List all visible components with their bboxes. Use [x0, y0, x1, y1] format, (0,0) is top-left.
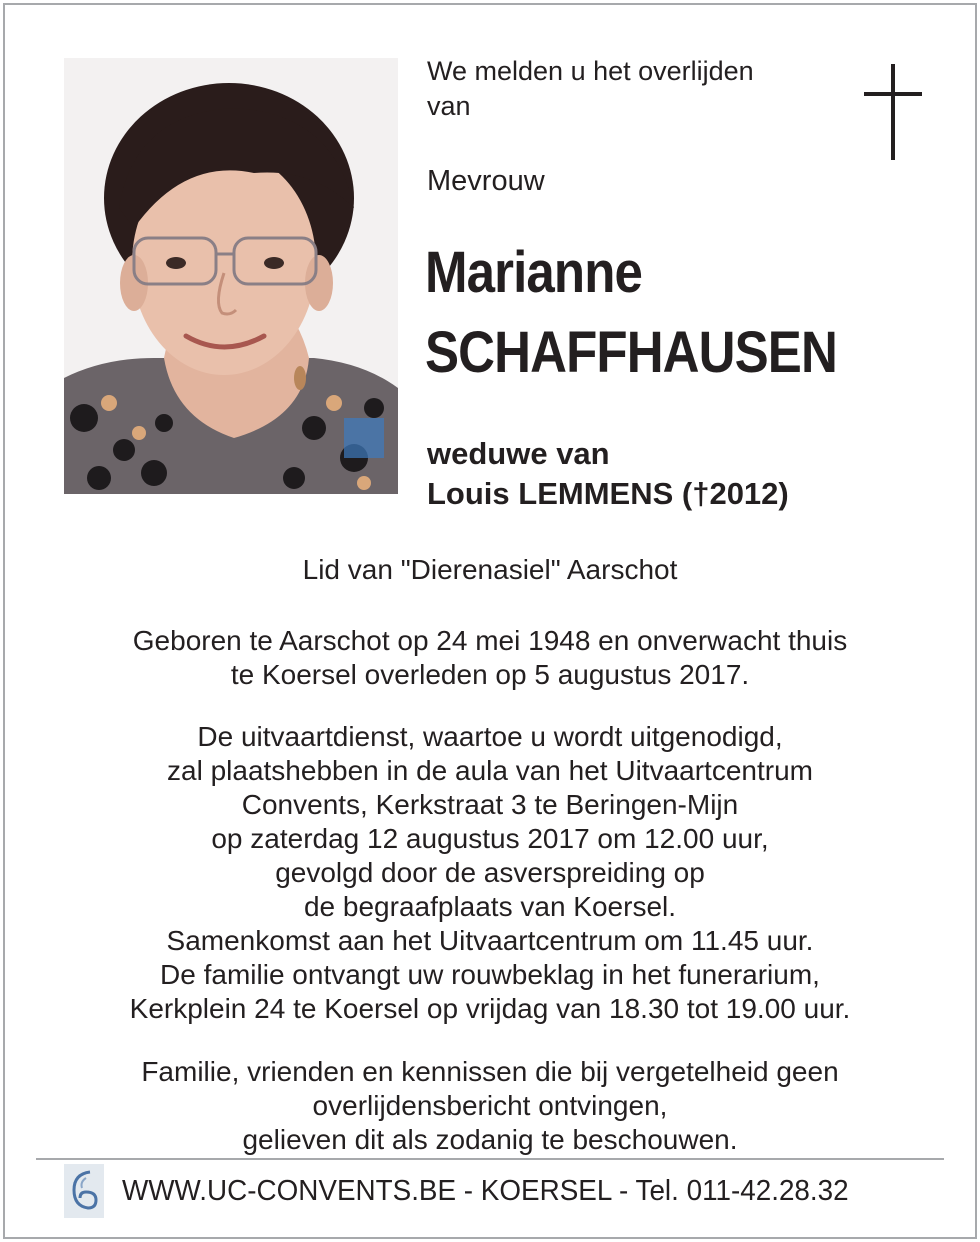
membership-text: Lid van "Dierenasiel" Aarschot [302, 554, 678, 585]
portrait-photo [64, 58, 398, 494]
footer-contact: WWW.UC-CONVENTS.BE - KOERSEL - Tel. 011-42.28.32 [122, 1175, 849, 1207]
paragraph-line: Familie, vrienden en kennissen die bij vergetelheid geen [141, 1056, 839, 1087]
cross-icon [864, 64, 922, 160]
spouse-line: weduwe van [427, 436, 610, 471]
birth-death-paragraph [40, 624, 940, 692]
paragraph-line: zal plaatshebben in de aula van het Uitvaartcentrum [167, 755, 813, 786]
footer-divider [36, 1158, 944, 1160]
paragraph-line: de begraafplaats van Koersel. [303, 891, 677, 922]
paragraph-line: Convents, Kerkstraat 3 te Beringen-Mijn [241, 789, 739, 820]
paragraph-line: De uitvaartdienst, waartoe u wordt uitgenodigd, [197, 721, 783, 752]
paragraph-line: Samenkomst aan het Uitvaartcentrum om 11.45 uur. [166, 925, 814, 956]
spouse-line: Louis LEMMENS (†2012) [427, 476, 789, 511]
paragraph-line: overlijdensbericht ontvingen, [312, 1090, 668, 1121]
paragraph-line: gelieven dit als zodanig te beschouwen. [242, 1124, 738, 1155]
intro-line: van [427, 91, 471, 121]
paragraph-line: De familie ontvangt uw rouwbeklag in het funerarium, [160, 959, 820, 990]
spouse-info [427, 434, 789, 514]
deceased-last-name: SCHAFFHAUSEN [425, 320, 837, 385]
paragraph-line: op zaterdag 12 augustus 2017 om 12.00 uur, [211, 823, 769, 854]
paragraph-line: Kerkplein 24 te Koersel op vrijdag van 18.30 tot 19.00 uur. [129, 993, 851, 1024]
membership-line [40, 553, 940, 587]
funeral-home-logo-icon [64, 1164, 104, 1218]
paragraph-line: Geboren te Aarschot op 24 mei 1948 en onverwacht thuis [132, 625, 848, 656]
paragraph-line: te Koersel overleden op 5 augustus 2017. [230, 659, 750, 690]
intro-text [427, 54, 847, 124]
deceased-first-name: Marianne [425, 240, 643, 305]
intro-line: We melden u het overlijden [427, 56, 754, 86]
closing-paragraph [40, 1055, 940, 1157]
funeral-paragraph [40, 720, 940, 1026]
honorific: Mevrouw [427, 165, 545, 197]
paragraph-line: gevolgd door de asverspreiding op [275, 857, 705, 888]
